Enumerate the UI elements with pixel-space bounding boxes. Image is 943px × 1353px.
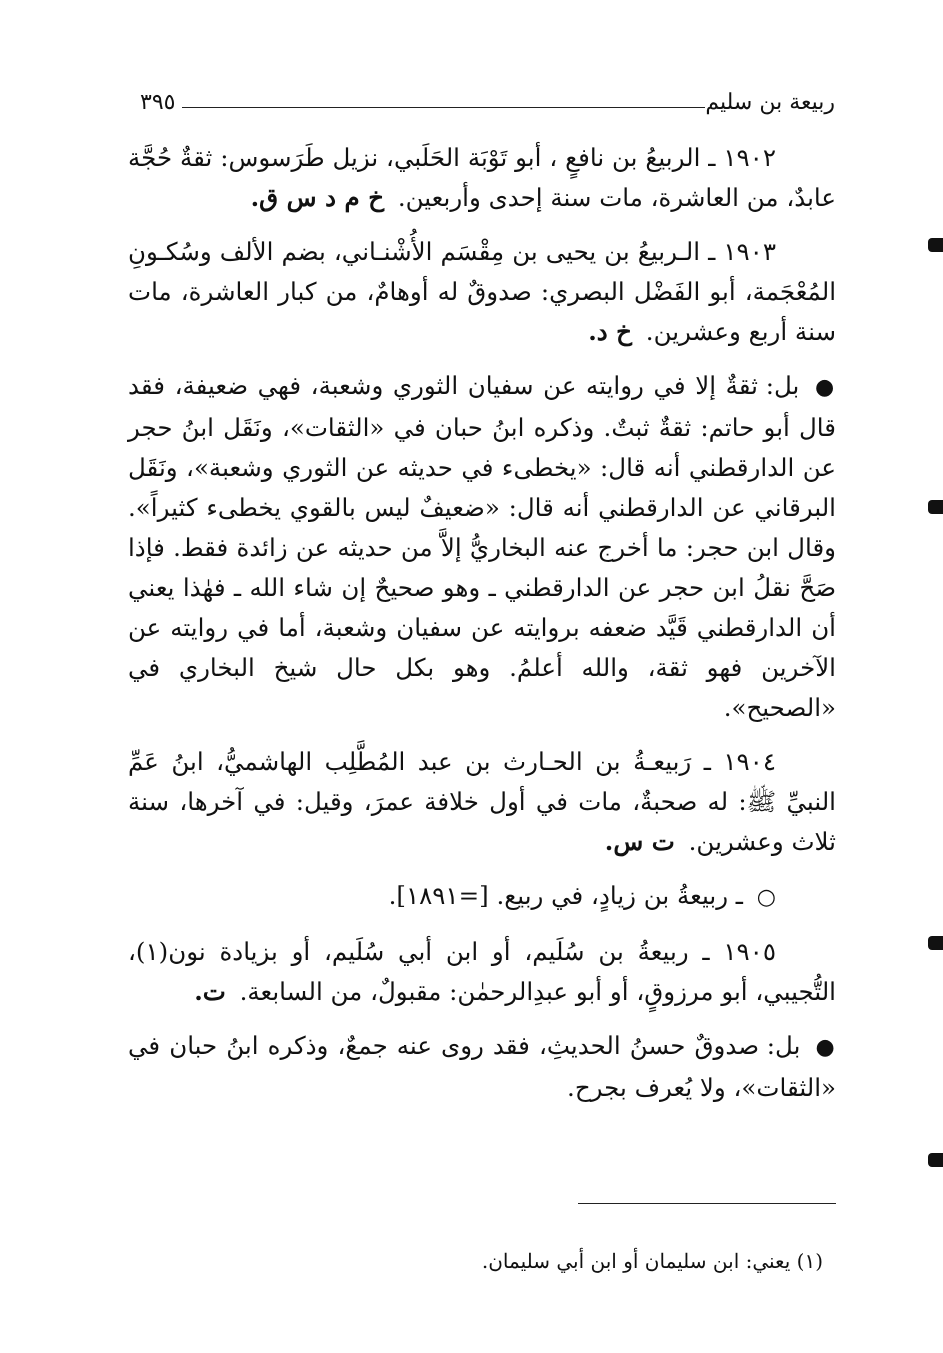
commentary-note bbox=[128, 366, 836, 728]
header-title: ربيعة بن سليم bbox=[705, 90, 835, 115]
entry-codes: خ م د س ق. bbox=[250, 183, 385, 212]
entry-codes: خ د. bbox=[588, 317, 632, 346]
note-text: بل: صدوقٌ حسنُ الحديثِ، فقد روى عنه جمعٌ، وذكره ابنُ حبان في «الثقات»، ولا يُعرف بجرح. bbox=[128, 1031, 836, 1102]
entry-text: ١٩٠٣ ـ الـربيعُ بن يحيى بن مِقْسَم الأُشْنـاني، بضم الألف وسُكـونِ المُعْجَمة، أبو الفَضْل البصري: صدوقٌ له أوهامٌ، من كبار العاشرة، مات سنة أربع وعشرين. bbox=[128, 237, 836, 346]
cross-reference-text: ـ ربيعةُ بن زيادٍ، في ربيع. [=١٨٩١]. bbox=[388, 881, 743, 910]
edge-mark bbox=[928, 500, 943, 514]
entry-text: ١٩٠٤ ـ رَبيعـةُ بن الحـارث بن عبد المُطَّلِب الهاشميُّ، ابنُ عَمِّ النبيِّ ﷺ: له صحبةٌ، مات في أول خلافة عمرَ، وقيل: في آخرها، سنة ثلاث وعشرين. bbox=[128, 747, 836, 856]
cross-reference bbox=[128, 876, 836, 918]
filled-circle-icon: ● bbox=[815, 1035, 836, 1060]
edge-mark bbox=[928, 238, 943, 252]
body-text bbox=[128, 138, 836, 1122]
entry-1902 bbox=[128, 138, 836, 218]
filled-circle-icon: ● bbox=[814, 375, 836, 400]
footnote-rule bbox=[578, 1203, 836, 1204]
entry-text: ١٩٠٥ ـ ربيعةُ بن سُلَيم، أو ابن أبي سُلَيم، أو بزيادة نون(١)، التُّجيبي، أبو مرزوقٍ، أو أبو عبدِالرحمٰن: مقبولٌ، من السابعة. bbox=[128, 937, 836, 1006]
entry-codes: ت. bbox=[194, 977, 226, 1006]
running-header bbox=[140, 88, 835, 118]
entry-codes: ت س. bbox=[604, 827, 675, 856]
entry-1903 bbox=[128, 232, 836, 352]
entry-text: ١٩٠٢ ـ الربيعُ بن نافعٍ ، أبو تَوْبَة الحَلَبي، نزيل طَرَسوس: ثقةٌ حُجَّة عابدٌ، من العاشرة، مات سنة إحدى وأربعين. bbox=[128, 143, 836, 212]
note-text: بل: ثقةٌ إلا في روايته عن سفيان الثوري وشعبة، فهي ضعيفة، فقد قال أبو حاتم: ثقةٌ ثبتٌ. وذكره ابنُ حبان في «الثقات»، ونَقَل ابنُ حجر عن الدارقطني أنه قال: «يخطىء في حديثه عن الثوري وشعبة»، ونَقَل البرقاني عن الدارقطني أنه قال: «ضعيفٌ ليس بالقوي يخطىء كثيراً». وقال ابن حجر: ما أخرج عنه البخاريُّ إلاَّ من حديثه عن زائدة فقط. فإذا صَحَّ نقلُ ابن حجر عن الدارقطني ـ وهو صحيحٌ إن شاء الله ـ فهٰذا يعني أن الدارقطني قَيَّد ضعفه بروايته عن سفيان وشعبة، أما في روايته عن الآخرين فهو ثقة، والله أعلمُ. وهو بكل حال شيخ البخاري في «الصحيح». bbox=[128, 371, 836, 722]
entry-1905 bbox=[128, 932, 836, 1012]
header-rule bbox=[182, 107, 705, 108]
edge-mark bbox=[928, 936, 943, 950]
entry-1904 bbox=[128, 742, 836, 862]
edge-mark bbox=[928, 1153, 943, 1167]
page-number: ٣٩٥ bbox=[140, 90, 176, 115]
commentary-note bbox=[128, 1026, 836, 1108]
footnote: (١) يعني: ابن سليمان أو ابن أبي سليمان. bbox=[481, 1249, 823, 1273]
hollow-circle-icon: ○ bbox=[756, 885, 776, 910]
